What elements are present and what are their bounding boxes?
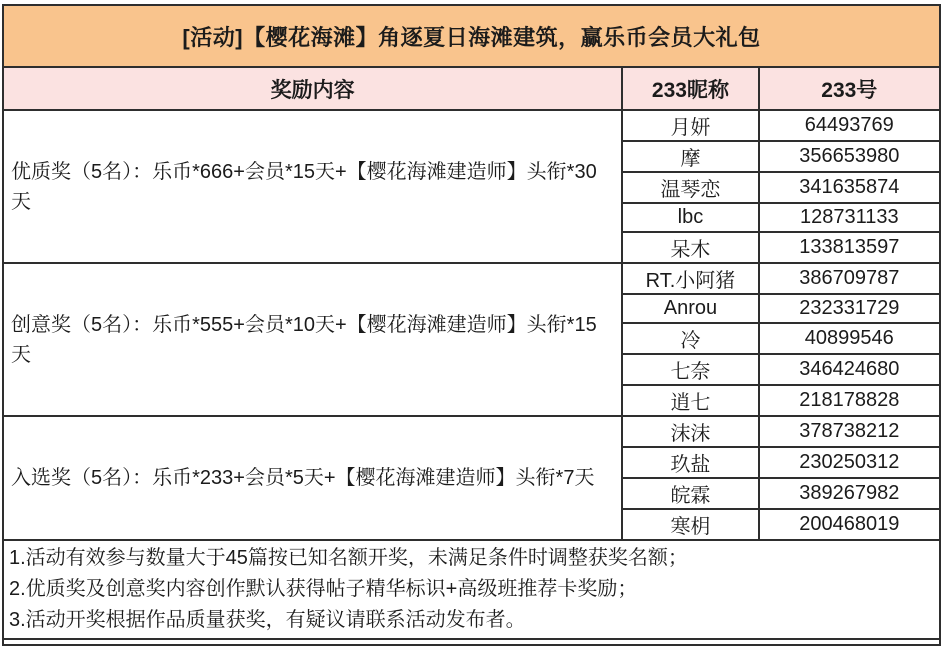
winner-id-cell: 378738212 xyxy=(759,416,940,447)
note-line-1: 1.活动有效参与数量大于45篇按已知名额开奖，未满足条件时调整获奖名额； xyxy=(9,547,688,569)
activity-notes xyxy=(3,540,940,639)
winner-id-cell: 232331729 xyxy=(759,294,940,323)
winner-id-cell: 386709787 xyxy=(759,263,940,294)
winner-name-cell: 皖霖 xyxy=(622,478,758,509)
winner-name-cell: lbc xyxy=(622,203,758,232)
winner-name-cell: 呆木 xyxy=(622,232,758,263)
winner-name-cell: 冷 xyxy=(622,323,758,354)
winner-id-cell: 346424680 xyxy=(759,354,940,385)
winner-name-cell: 逍七 xyxy=(622,385,758,416)
prize-tier-3-description: 入选奖（5名）：乐币*233+会员*5天+【樱花海滩建造师】头衔*7天 xyxy=(3,416,622,540)
winner-id-cell: 128731133 xyxy=(759,203,940,232)
col-header-prize-content: 奖励内容 xyxy=(3,67,622,110)
winner-name-cell: 月妍 xyxy=(622,110,758,141)
table-row xyxy=(3,263,940,294)
prize-tier-2-description: 创意奖（5名）：乐币*555+会员*10天+【樱花海滩建造师】头衔*15天 xyxy=(3,263,622,416)
table-row xyxy=(3,416,940,447)
prize-tier-1-description: 优质奖（5名）：乐币*666+会员*15天+【樱花海滩建造师】头衔*30天 xyxy=(3,110,622,263)
winner-name-cell: 寒枂 xyxy=(622,509,758,540)
winner-id-cell: 218178828 xyxy=(759,385,940,416)
winner-id-cell: 356653980 xyxy=(759,141,940,172)
note-line-2: 2.优质奖及创意奖内容创作默认获得帖子精华标识+高级班推荐卡奖励； xyxy=(9,578,638,600)
winner-name-cell: Anrou xyxy=(622,294,758,323)
winner-id-cell: 64493769 xyxy=(759,110,940,141)
table-row xyxy=(3,110,940,141)
winner-id-cell: 40899546 xyxy=(759,323,940,354)
page-title: [活动]【樱花海滩】角逐夏日海滩建筑，赢乐币会员大礼包 xyxy=(3,5,940,67)
col-header-id: 233号 xyxy=(759,67,940,110)
prize-table xyxy=(2,4,941,646)
winner-name-cell: 摩 xyxy=(622,141,758,172)
winner-id-cell: 389267982 xyxy=(759,478,940,509)
notes-row xyxy=(3,540,940,639)
winner-name-cell: 七奈 xyxy=(622,354,758,385)
empty-bottom-row xyxy=(3,639,940,645)
col-header-nickname: 233昵称 xyxy=(622,67,758,110)
note-line-3: 3.活动开奖根据作品质量获奖，有疑议请联系活动发布者。 xyxy=(9,609,526,631)
winner-name-cell: 沫沫 xyxy=(622,416,758,447)
winner-id-cell: 341635874 xyxy=(759,172,940,203)
winner-id-cell: 230250312 xyxy=(759,447,940,478)
winner-name-cell: RT.小阿猪 xyxy=(622,263,758,294)
empty-cell xyxy=(3,639,940,645)
winner-name-cell: 温琴恋 xyxy=(622,172,758,203)
title-row xyxy=(3,5,940,67)
winner-name-cell: 玖盐 xyxy=(622,447,758,478)
column-header-row xyxy=(3,67,940,110)
winner-id-cell: 200468019 xyxy=(759,509,940,540)
winner-id-cell: 133813597 xyxy=(759,232,940,263)
